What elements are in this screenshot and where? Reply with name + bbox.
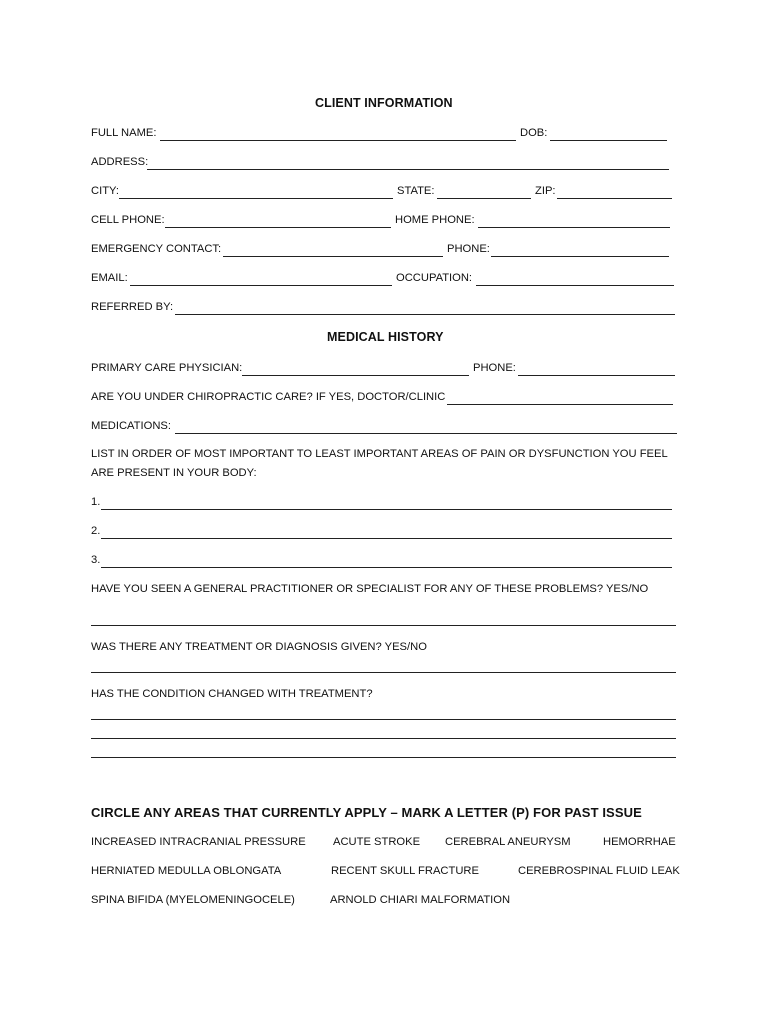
dob-field[interactable] xyxy=(550,140,667,141)
city-label: CITY: xyxy=(91,185,119,197)
condition-answer-line-1[interactable] xyxy=(91,719,676,720)
occupation-field[interactable] xyxy=(476,285,674,286)
practitioner-question: HAVE YOU SEEN A GENERAL PRACTITIONER OR SPECIALIST FOR ANY OF THESE PROBLEMS? YES/NO xyxy=(91,583,649,595)
condition-answer-line-3[interactable] xyxy=(91,757,676,758)
conditions-title: CIRCLE ANY AREAS THAT CURRENTLY APPLY – MARK A LETTER (P) FOR PAST ISSUE xyxy=(91,805,642,820)
condition-hemorrhae[interactable]: HEMORRHAE xyxy=(603,836,676,848)
emergency-phone-label: PHONE: xyxy=(447,243,490,255)
emergency-contact-field[interactable] xyxy=(223,256,443,257)
physician-field[interactable] xyxy=(242,375,469,376)
pain-item-2-field[interactable] xyxy=(101,538,672,539)
condition-arnold-chiari[interactable]: ARNOLD CHIARI MALFORMATION xyxy=(330,894,511,906)
referred-by-label: REFERRED BY: xyxy=(91,301,174,313)
zip-label: ZIP: xyxy=(535,185,556,197)
state-label: STATE: xyxy=(397,185,435,197)
email-field[interactable] xyxy=(130,285,392,286)
medications-field[interactable] xyxy=(175,433,677,434)
state-field[interactable] xyxy=(437,198,531,199)
treatment-answer-field[interactable] xyxy=(91,672,676,673)
physician-phone-label: PHONE: xyxy=(473,362,516,374)
dob-label: DOB: xyxy=(520,127,548,139)
email-label: EMAIL: xyxy=(91,272,128,284)
client-information-title: CLIENT INFORMATION xyxy=(315,96,453,110)
condition-question: HAS THE CONDITION CHANGED WITH TREATMENT? xyxy=(91,688,373,700)
condition-acute-stroke[interactable]: ACUTE STROKE xyxy=(333,836,421,848)
full-name-label: FULL NAME: xyxy=(91,127,157,139)
condition-csf-leak[interactable]: CEREBROSPINAL FLUID LEAK xyxy=(518,865,680,877)
condition-skull-fracture[interactable]: RECENT SKULL FRACTURE xyxy=(331,865,479,877)
physician-phone-field[interactable] xyxy=(518,375,675,376)
treatment-question: WAS THERE ANY TREATMENT OR DIAGNOSIS GIVEN? YES/NO xyxy=(91,641,427,653)
cell-phone-label: CELL PHONE: xyxy=(91,214,165,226)
occupation-label: OCCUPATION: xyxy=(396,272,473,284)
pain-item-1-number: 1. xyxy=(91,496,101,508)
condition-cerebral-aneurysm[interactable]: CEREBRAL ANEURYSM xyxy=(445,836,571,848)
pain-item-1-field[interactable] xyxy=(101,509,672,510)
physician-label: PRIMARY CARE PHYSICIAN: xyxy=(91,362,243,374)
address-field[interactable] xyxy=(147,169,669,170)
zip-field[interactable] xyxy=(557,198,672,199)
referred-by-field[interactable] xyxy=(175,314,675,315)
pain-item-3-field[interactable] xyxy=(101,567,672,568)
medical-history-title: MEDICAL HISTORY xyxy=(327,330,444,344)
emergency-contact-label: EMERGENCY CONTACT: xyxy=(91,243,222,255)
home-phone-field[interactable] xyxy=(478,227,670,228)
full-name-field[interactable] xyxy=(160,140,516,141)
address-label: ADDRESS: xyxy=(91,156,149,168)
condition-intracranial-pressure[interactable]: INCREASED INTRACRANIAL PRESSURE xyxy=(91,836,306,848)
condition-spina-bifida[interactable]: SPINA BIFIDA (MYELOMENINGOCELE) xyxy=(91,894,295,906)
condition-answer-line-2[interactable] xyxy=(91,738,676,739)
practitioner-answer-field[interactable] xyxy=(91,625,676,626)
medications-label: MEDICATIONS: xyxy=(91,420,171,432)
pain-list-instruction-line2: ARE PRESENT IN YOUR BODY: xyxy=(91,467,257,479)
home-phone-label: HOME PHONE: xyxy=(395,214,475,226)
pain-list-instruction-line1: LIST IN ORDER OF MOST IMPORTANT TO LEAST IMPORTANT AREAS OF PAIN OR DYSFUNCTION YOU FEEL xyxy=(91,448,668,460)
chiropractic-label: ARE YOU UNDER CHIROPRACTIC CARE? IF YES, DOCTOR/CLINIC xyxy=(91,391,446,403)
cell-phone-field[interactable] xyxy=(165,227,391,228)
pain-item-3-number: 3. xyxy=(91,554,101,566)
city-field[interactable] xyxy=(119,198,393,199)
chiropractic-field[interactable] xyxy=(447,404,673,405)
condition-herniated-medulla[interactable]: HERNIATED MEDULLA OBLONGATA xyxy=(91,865,282,877)
pain-item-2-number: 2. xyxy=(91,525,101,537)
emergency-phone-field[interactable] xyxy=(491,256,669,257)
